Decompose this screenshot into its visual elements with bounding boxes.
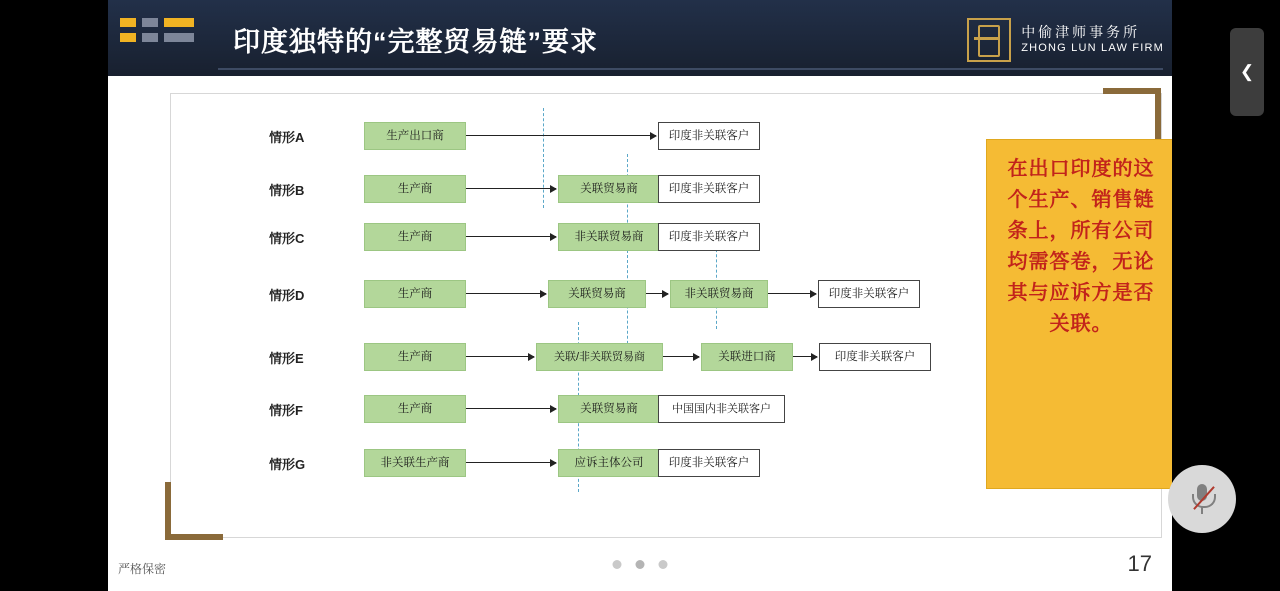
page-title: 印度独特的“完整贸易链”要求 bbox=[233, 27, 598, 57]
row-label-f: 情形F bbox=[269, 403, 303, 418]
mic-stem bbox=[1201, 506, 1203, 514]
node-b-2: 关联贸易商 bbox=[558, 175, 660, 203]
logo-mark-icon bbox=[967, 18, 1011, 62]
node-d-1: 生产商 bbox=[364, 280, 466, 308]
header-tick-3 bbox=[120, 33, 136, 42]
progress-dot-2 bbox=[636, 560, 645, 569]
arrow-g-1 bbox=[466, 462, 556, 463]
node-b-1: 生产商 bbox=[364, 175, 466, 203]
confidential-label: 严格保密 bbox=[118, 562, 167, 576]
row-label-g: 情形G bbox=[269, 457, 306, 472]
row-label-e: 情形E bbox=[269, 351, 304, 366]
node-e-3: 关联进口商 bbox=[701, 343, 793, 371]
progress-dot-3 bbox=[659, 560, 668, 569]
corner-bracket-bottom-left bbox=[165, 482, 223, 540]
arrow-d-1 bbox=[466, 293, 546, 294]
node-f-3: 中国国内非关联客户 bbox=[658, 395, 785, 423]
row-label-a: 情形A bbox=[269, 130, 305, 145]
node-e-4: 印度非关联客户 bbox=[819, 343, 931, 371]
arrow-c-1 bbox=[466, 236, 556, 237]
arrow-b-1 bbox=[466, 188, 556, 189]
header-tick-4 bbox=[142, 33, 158, 42]
row-label-c: 情形C bbox=[269, 231, 305, 246]
page-number: 17 bbox=[1127, 551, 1152, 576]
header-tick-5 bbox=[164, 18, 194, 27]
arrow-e-1 bbox=[466, 356, 534, 357]
arrow-e-2 bbox=[663, 356, 699, 357]
logo-text bbox=[1021, 24, 1164, 55]
left-letterbox bbox=[0, 0, 108, 591]
row-label-d: 情形D bbox=[269, 288, 305, 303]
node-c-3: 印度非关联客户 bbox=[658, 223, 760, 251]
node-d-4: 印度非关联客户 bbox=[818, 280, 920, 308]
collapse-panel-button[interactable]: ❮ bbox=[1230, 28, 1264, 116]
arrow-f-1 bbox=[466, 408, 556, 409]
diagram-panel bbox=[170, 93, 1162, 538]
header-tick-6 bbox=[164, 33, 194, 42]
node-e-2: 关联/非关联贸易商 bbox=[536, 343, 663, 371]
microphone-muted-icon bbox=[1191, 482, 1213, 516]
arrow-d-2 bbox=[646, 293, 668, 294]
firm-logo bbox=[967, 18, 1164, 62]
header-tick-2 bbox=[142, 18, 158, 27]
node-c-1: 生产商 bbox=[364, 223, 466, 251]
slide-header bbox=[108, 0, 1172, 76]
logo-name-cn: 中偷津师事务所 bbox=[1021, 24, 1141, 41]
arrow-e-3 bbox=[793, 356, 817, 357]
slide-progress-dots bbox=[613, 560, 668, 569]
progress-dot-1 bbox=[613, 560, 622, 569]
logo-name-en: ZHONG LUN LAW FIRM bbox=[1021, 41, 1164, 54]
microphone-mute-button[interactable] bbox=[1168, 465, 1236, 533]
corner-bracket-top-right bbox=[1103, 88, 1161, 146]
node-g-1: 非关联生产商 bbox=[364, 449, 466, 477]
node-a-2: 印度非关联客户 bbox=[658, 122, 760, 150]
separator-1 bbox=[543, 108, 544, 208]
callout-note: 在出口印度的这个生产、销售链条上，所有公司均需答卷，无论其与应诉方是否关联。 bbox=[986, 139, 1172, 489]
header-tick-1 bbox=[120, 18, 136, 27]
arrow-a-1 bbox=[466, 135, 656, 136]
node-a-1: 生产出口商 bbox=[364, 122, 466, 150]
node-e-1: 生产商 bbox=[364, 343, 466, 371]
node-d-2: 关联贸易商 bbox=[548, 280, 646, 308]
node-d-3: 非关联贸易商 bbox=[670, 280, 768, 308]
arrow-d-3 bbox=[768, 293, 816, 294]
left-decoration bbox=[16, 0, 116, 76]
node-f-1: 生产商 bbox=[364, 395, 466, 423]
node-c-2: 非关联贸易商 bbox=[558, 223, 660, 251]
node-g-2: 应诉主体公司 bbox=[558, 449, 660, 477]
row-label-b: 情形B bbox=[269, 183, 305, 198]
presentation-slide bbox=[108, 0, 1172, 591]
node-f-2: 关联贸易商 bbox=[558, 395, 660, 423]
title-underline bbox=[218, 68, 1163, 70]
node-b-3: 印度非关联客户 bbox=[658, 175, 760, 203]
node-g-3: 印度非关联客户 bbox=[658, 449, 760, 477]
